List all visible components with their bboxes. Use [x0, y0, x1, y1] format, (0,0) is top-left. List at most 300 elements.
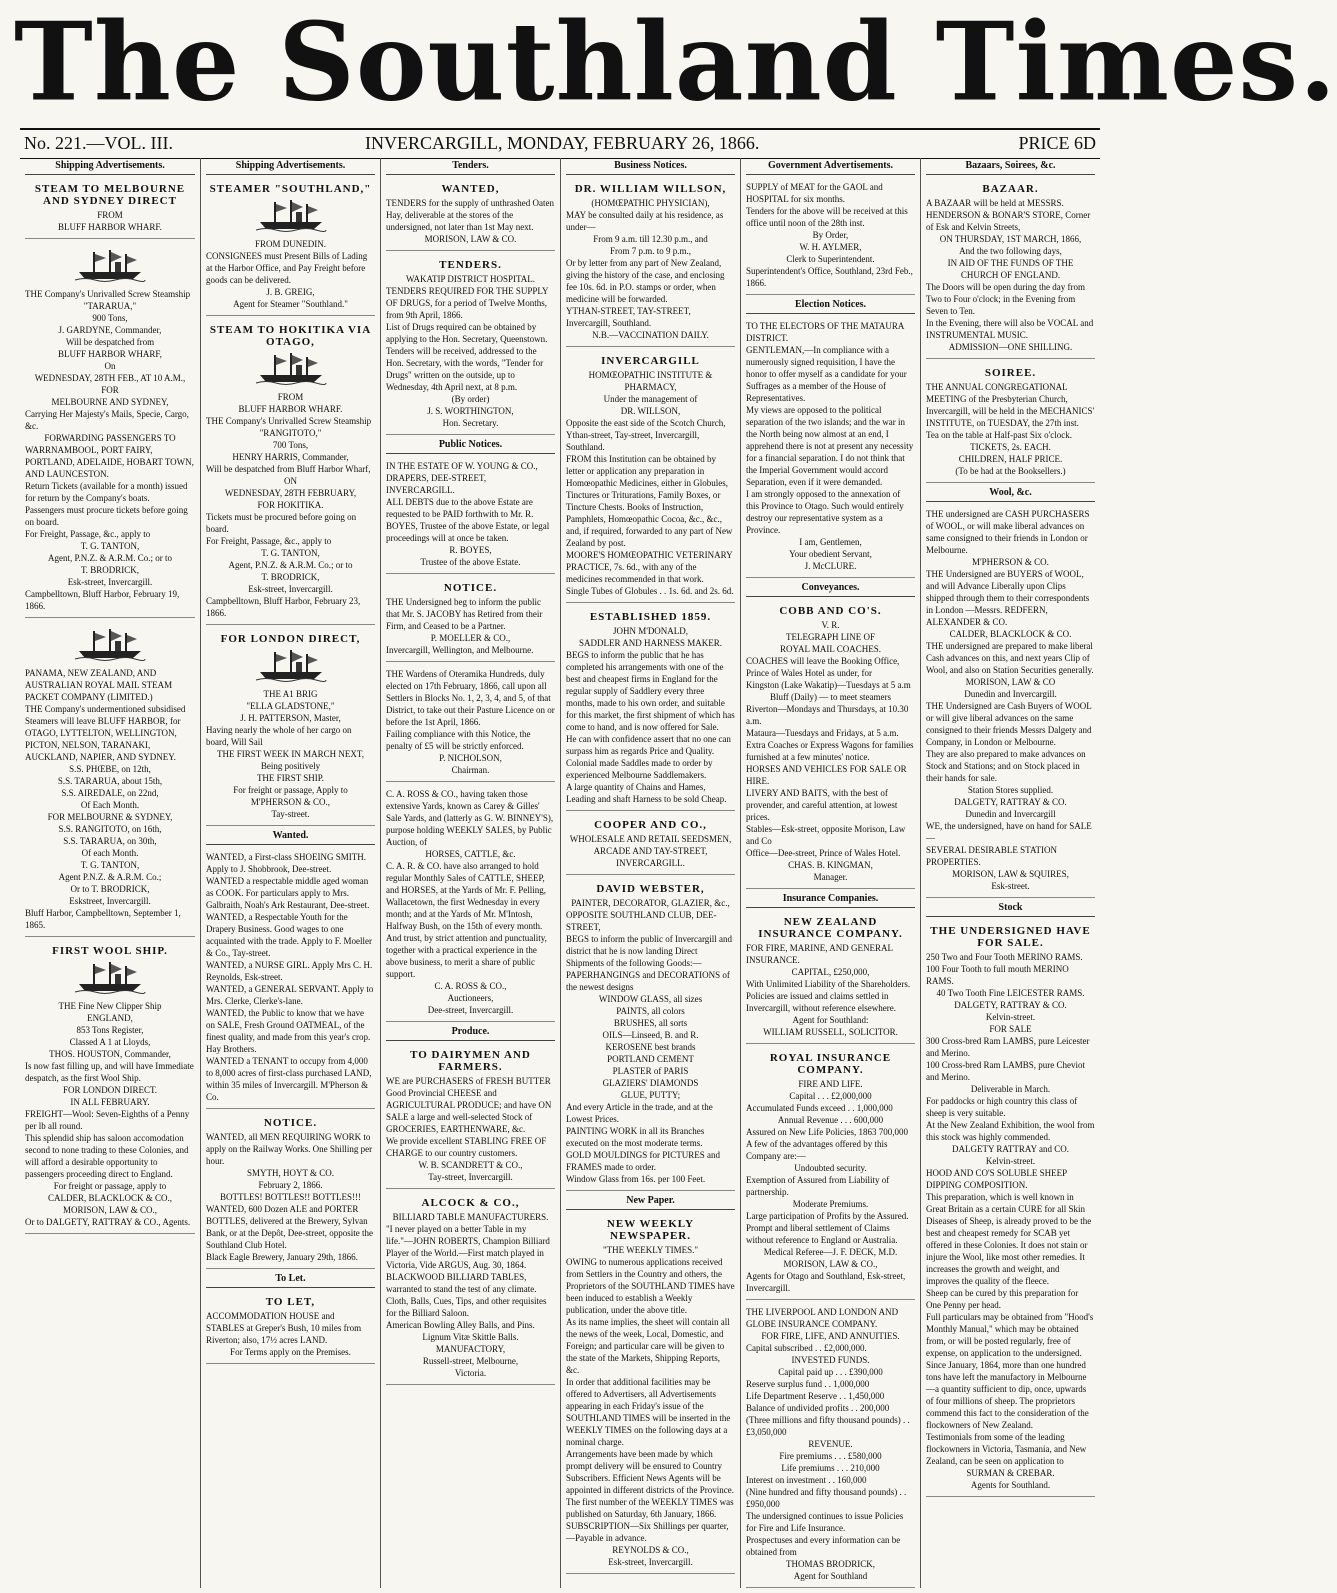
advertisement — [566, 179, 735, 347]
ad-text-line: Accumulated Funds exceed . . 1,000,000 — [746, 1103, 893, 1113]
ad-text-line: 100 Four Tooth to full mouth MERINO RAMS. — [926, 964, 1069, 986]
section-heading: New Paper. — [566, 1195, 735, 1210]
ad-text-line: SADDLER AND HARNESS MAKER. — [578, 638, 722, 648]
advertisement — [386, 458, 555, 574]
ad-text-line: Agents for Otago and Southland, Esk-street, Invercargill. — [746, 1271, 906, 1293]
ad-text-line: ON THURSDAY, 1ST MARCH, 1866, — [939, 234, 1082, 244]
advertisement — [25, 179, 195, 239]
ad-text-line: (HOMŒPATHIC PHYSICIAN), — [591, 198, 710, 208]
ad-text-line: Your obedient Servant, — [789, 549, 872, 559]
section-heading: Shipping Advertisements. — [25, 160, 195, 175]
ad-text-line: FROM — [277, 392, 304, 402]
ad-headline: WANTED, — [441, 183, 500, 195]
ad-text-line: (Three millions and fifty thousand pounds) . . £3,050,000 — [746, 1415, 910, 1437]
ad-text-line: BRUSHES, all sorts — [613, 1018, 688, 1028]
ad-text-line: WE, the undersigned, have on hand for SALE— — [926, 821, 1092, 843]
ad-headline: STEAM TO HOKITIKA VIA OTAGO, — [209, 324, 372, 348]
ad-text-line: TICKETS, 2s. EACH. — [970, 442, 1051, 452]
ad-text-line: W. H. AYLMER, — [799, 242, 862, 252]
ad-text-line: Office—Dee-street, Prince of Wales Hotel. — [746, 848, 901, 858]
ad-text-line: OWING to numerous applications received from Settlers in the Country and others, the Proprietors of the SOUTHLAND TIMES have been induced to establish a Weekly publication, under the above title. — [566, 1257, 735, 1315]
ad-text-line: Prospectuses and every information can be obtained from — [746, 1535, 901, 1557]
ad-text-line: Campbelltown, Bluff Harbor, February 23, 1866. — [206, 596, 361, 618]
ad-text-line: CHAS. B. KINGMAN, — [788, 860, 873, 870]
ad-text-line: Will be despatched from Bluff Harbor Wharf, — [206, 464, 371, 474]
ad-text-line: Manager. — [813, 872, 848, 882]
ad-text-line: Esk-street, Invercargill. — [67, 577, 153, 587]
ship-illustration-icon — [25, 960, 195, 997]
ad-text-line: THE undersigned are CASH PURCHASERS of WOOL, or will make liberal advances on same consigned to their friends in London or Melbourne. — [926, 509, 1090, 555]
ad-text-line: WAKATIP DISTRICT HOSPITAL. — [405, 274, 536, 284]
ad-text-line: THE Undersigned are BUYERS of WOOL, and will Advance Liberally upon Clips shipped through them to their correspondents in London —Messrs. REDFERN, ALEXANDER & CO. — [926, 569, 1090, 627]
ad-text-line: Fire premiums . . . £580,000 — [779, 1451, 882, 1461]
ad-text-line: WANTED, a First-class SHOEING SMITH. Apply to J. Shobbrook, Dee-street. — [206, 852, 366, 874]
ad-text-line: Capital subscribed . . £2,000,000. — [746, 1343, 867, 1353]
ad-text-line: HENRY HARRIS, Commander, — [232, 452, 349, 462]
ad-text-line: FROM DUNEDIN. — [254, 239, 326, 249]
ad-text-line: Reserve surplus fund . . 1,000,000 — [746, 1379, 870, 1389]
ad-text-line: Is now fast filling up, and will have Immediate despatch, as the first Wool Ship. — [25, 1061, 194, 1083]
ad-text-line: Tickets must be procured before going on board. — [206, 512, 357, 534]
ad-text-line: Tay-street, Invercargill. — [428, 1172, 513, 1182]
ad-text-line: He can with confidence assert that no one can surpass him as regards Price and Quality. — [566, 734, 731, 756]
ad-text-line: (Nine hundred and fifty thousand pounds) . . £950,000 — [746, 1487, 907, 1509]
ad-text-line: 853 Tons Register, — [76, 1025, 144, 1035]
ad-text-line: FOR SALE — [989, 1024, 1032, 1034]
ad-text-line: I am strongly opposed to the annexation of this Province to Otago. Such would entirely destroy our representative system as a Province. — [746, 489, 904, 535]
advertisement — [206, 320, 375, 625]
ad-text-line: Of Each Month. — [80, 800, 140, 810]
advertisement — [926, 179, 1095, 359]
ad-text-line: Tea on the table at Half-past Six o'clock. — [926, 430, 1072, 440]
ad-text-line: WILLIAM RUSSELL, SOLICITOR. — [763, 1027, 898, 1037]
advertisement — [746, 1304, 915, 1588]
ad-text-line: THE undersigned are prepared to make liberal Cash advances on this, and next years Clip of Wool, and also on Station Securities generally. — [926, 641, 1094, 675]
ad-text-line: Black Eagle Brewery, January 29th, 1866. — [206, 1252, 358, 1262]
ad-text-line: MOORE'S HOMŒOPATHIC VETERINARY PRACTICE, 7s. 6d., with any of the medicines recommended in that work. — [566, 550, 733, 584]
ad-text-line: V. R. — [821, 620, 840, 630]
ad-text-line: 100 Cross-bred Ram LAMBS, pure Cheviot and Merino. — [926, 1060, 1085, 1082]
column-4 — [560, 158, 740, 1588]
section-heading: Business Notices. — [566, 160, 735, 175]
ad-text-line: Will be despatched from — [65, 337, 155, 347]
ad-headline: BAZAAR. — [982, 183, 1039, 195]
ad-text-line: MORISON, LAW & CO. — [424, 234, 517, 244]
advertisement — [746, 601, 915, 889]
ad-text-line: FROM — [97, 210, 123, 220]
ad-text-line: Station Stores supplied. — [967, 785, 1054, 795]
column-3 — [380, 158, 560, 1588]
ad-text-line: GENTLEMAN,—In compliance with a numerously signed requisition, I have the honor to offer myself as a candidate for your Suffrages as a member of the House of Representatives. — [746, 345, 907, 403]
section-heading: Tenders. — [386, 160, 555, 175]
ad-text-line: THE Fine New Clipper Ship — [58, 1001, 162, 1011]
ad-text-line: FOR MELBOURNE & SYDNEY, — [47, 812, 173, 822]
ad-text-line: J. H. PATTERSON, Master, — [240, 713, 341, 723]
ad-text-line: Single Tubes of Globules . . 1s. 6d. and 2s. 6d. — [566, 586, 734, 596]
ad-text-line: Exemption of Assured from Liability of partnership. — [746, 1175, 890, 1197]
section-heading: Wool, &c. — [926, 487, 1095, 502]
ad-text-line: Return Tickets (available for a month) issued for return by the Company's boats. — [25, 481, 188, 503]
advertisement — [386, 1045, 555, 1189]
ad-text-line: Classed A 1 at Lloyds, — [69, 1037, 151, 1047]
ad-headline: DAVID WEBSTER, — [596, 883, 705, 895]
ad-text-line: J. B. GREIG, — [266, 287, 315, 297]
ad-text-line: Sheep can be cured by this preparation for One Penny per head. — [926, 1288, 1079, 1310]
ad-text-line: WANTED a respectable middle aged woman as COOK. For particulars apply to Mrs. Galbraith, Noah's Ark Restaurant, Dee-street. — [206, 876, 370, 910]
ad-text-line: INVESTED FUNDS. — [791, 1355, 870, 1365]
ad-text-line: And trust, by strict attention and punctuality, together with a practical experience in the above business, to merit a share of public support. — [386, 933, 547, 979]
ad-text-line: Since January, 1864, more than one hundred tons have left the manufactory in Melbourne—a quantity sufficient to dip, once, upwards of four millions of sheep. The proprietors commend this fact to the consideration of the flockowners of New Zealand. — [926, 1360, 1089, 1430]
ad-headline: ALCOCK & CO., — [421, 1197, 520, 1209]
ad-text-line: BOTTLES! BOTTLES!! BOTTLES!!! — [220, 1192, 361, 1202]
ad-text-line: In the Evening, there will also be VOCAL and INSTRUMENTAL MUSIC. — [926, 318, 1094, 340]
ad-text-line: A few of the advantages offered by this Company are:— — [746, 1139, 888, 1161]
ad-text-line: Moderate Premiums. — [792, 1199, 869, 1209]
ad-text-line: DALGETY, RATTRAY & CO. — [954, 797, 1067, 807]
ad-text-line: Failing compliance with this Notice, the penalty of £5 will be strictly enforced. — [386, 729, 531, 751]
ad-text-line: Bluff Harbor, Campbelltown, September 1, 1865. — [25, 908, 181, 930]
ad-text-line: THE Wardens of Oteramika Hundreds, duly elected on 17th February, 1866, call upon all Settlers in Blocks No. 1, 2, 3, 4, and 5, of that District, to take out their Pasture Licence on or before the 1st April, 1866. — [386, 669, 555, 727]
ad-text-line: R. BOYES, — [449, 545, 492, 555]
ad-text-line: Full particulars may be obtained from "Hood's Monthly Manual," which may be obtained from, or will be posted regularly, free of expense, on application to the undersigned. — [926, 1312, 1094, 1358]
ad-text-line: Esk-street, Invercargill. — [248, 584, 333, 594]
ad-text-line: M'PHERSON & CO., — [250, 797, 331, 807]
ad-text-line: (To be had at the Booksellers.) — [955, 466, 1066, 476]
section-heading: To Let. — [206, 1273, 375, 1288]
ad-text-line: The first number of the WEEKLY TIMES was published on Saturday, 6th January, 1866. — [566, 1497, 734, 1519]
ad-text-line: For Terms apply on the Premises. — [230, 1347, 351, 1357]
advertisement — [746, 1048, 915, 1300]
ad-text-line: PLASTER of PARIS — [612, 1066, 689, 1076]
ad-text-line: WANTED, a NURSE GIRL. Apply Mrs C. H. Reynolds, Esk-street. — [206, 960, 373, 982]
ad-text-line: J. S. WORTHINGTON, — [427, 406, 514, 416]
ad-text-line: With Unlimited Liability of the Shareholders. — [746, 979, 911, 989]
ad-text-line: S.S. AIREDALE, on 22nd, — [61, 788, 159, 798]
ad-text-line: FROM this Institution can be obtained by letter or application any preparation in Homœopathic Medicines, either in Globules, Tinctures or Triturations, Family Boxes, or Tincture Chests. Books of Instruction, Pamphlets, Homœopathic Cocoa, &c., &c., and, if required, forwarded to any part of New Zealand by post. — [566, 454, 733, 548]
advertisement — [566, 815, 735, 875]
ad-text-line: T. G. TANTON, — [80, 541, 140, 551]
advertisement — [386, 666, 555, 782]
ad-text-line: ADMISSION—ONE SHILLING. — [948, 342, 1073, 352]
advertisement — [566, 607, 735, 811]
ad-text-line: I am, Gentlemen, — [799, 537, 862, 547]
ad-text-line: Prompt and liberal settlement of Claims without reference to England or Australia. — [746, 1223, 898, 1245]
ad-text-line: 300 Cross-bred Ram LAMBS, pure Leicester and Merino. — [926, 1036, 1090, 1058]
ad-text-line: "RANGITOTO," — [259, 428, 322, 438]
ad-text-line: "THE WEEKLY TIMES." — [602, 1245, 699, 1255]
ship-illustration-icon — [206, 351, 375, 388]
section-heading: Conveyances. — [746, 582, 915, 597]
ad-text-line: The undersigned continues to issue Policies for Fire and Life Insurance. — [746, 1511, 904, 1533]
ad-text-line: THOS. HOUSTON, Commander, — [49, 1049, 171, 1059]
ad-text-line: S.S. TARARUA, on 30th, — [63, 836, 157, 846]
ad-text-line: Dunedin and Invercargill — [965, 809, 1056, 819]
advertisement — [566, 1214, 735, 1574]
ad-text-line: THE Undersigned are Cash Buyers of WOOL or will give liberal advances on the same consigned to their friends Messrs Dalgety and Company, in London or Melbourne. — [926, 701, 1092, 747]
ad-text-line: OILS—Linseed, B. and R. — [602, 1030, 699, 1040]
ad-text-line: P. MOELLER & CO., — [430, 633, 511, 643]
ad-text-line: 250 Two and Four Tooth MERINO RAMS. — [926, 952, 1083, 962]
ad-text-line: GLAZIERS' DIAMONDS — [602, 1078, 699, 1088]
ad-text-line: HOOD AND CO'S SOLUBLE SHEEP DIPPING COMPOSITION. — [926, 1168, 1067, 1190]
ad-text-line: And the two following days, — [959, 246, 1062, 256]
ad-text-line: Or to T. BRODRICK, — [70, 884, 150, 894]
ad-text-line: COACHES will leave the Booking Office, Prince of Wales Hotel as under, for — [746, 656, 900, 678]
ad-text-line: IN THE ESTATE OF W. YOUNG & CO., DRAPERS, DEE-STREET, INVERCARGILL. — [386, 461, 538, 495]
ad-text-line: Victoria. — [454, 1368, 487, 1378]
ad-text-line: WANTED, the Public to know that we have on SALE, Fresh Ground OATMEAL, of the finest quality, and made from this year's crop. Hay Brothers. — [206, 1008, 371, 1054]
ad-text-line: For Freight, Passage, &c., apply to — [206, 536, 332, 546]
column-2 — [200, 158, 380, 1588]
ad-text-line: In order that additional facilities may be offered to Advertisers, all Advertisements appearing in each Friday's issue of the SOUTHLAND TIMES will be inserted in the WEEKLY TIMES on the following days at a nominal charge. — [566, 1377, 731, 1447]
ship-illustration-icon — [206, 198, 375, 235]
ad-text-line: Arrangements have been made by which prompt delivery will be ensured to Country Subscribers. Efficient News Agents will be appointed in different districts of the Province. — [566, 1449, 735, 1495]
ad-text-line: S.S. PHŒBE, on 12th, — [69, 764, 151, 774]
ad-text-line: HORSES AND VEHICLES FOR SALE OR HIRE. — [746, 764, 907, 786]
ad-text-line: DALGETY RATTRAY and CO. — [952, 1144, 1069, 1154]
ad-text-line: W. B. SCANDRETT & CO., — [418, 1160, 523, 1170]
ad-text-line: CHURCH OF ENGLAND. — [960, 270, 1061, 280]
ad-text-line: Or to DALGETY, RATTRAY & CO., Agents. — [25, 1217, 191, 1227]
ad-text-line: The Doors will be open during the day from Two to Four o'clock; in the Evening from Seven to Ten. — [926, 282, 1085, 316]
ad-text-line: Agent for Southland — [793, 1571, 868, 1581]
ad-text-line: Agent for Steamer "Southland." — [233, 299, 348, 309]
ad-text-line: MORISON, LAW & CO., — [62, 1205, 158, 1215]
ad-text-line: GLUE, PUTTY; — [620, 1090, 681, 1100]
column-1 — [20, 158, 200, 1588]
ad-headline: THE UNDERSIGNED HAVE FOR SALE. — [930, 925, 1091, 949]
ad-text-line: At the New Zealand Exhibition, the wool from this stock was highly commended. — [926, 1120, 1095, 1142]
ad-text-line: TENDERS for the supply of unthrashed Oaten Hay, deliverable at the stores of the undersigned, not later than 1st May next. — [386, 198, 554, 232]
ad-text-line: T. G. TANTON, — [261, 548, 320, 558]
ad-text-line: WANTED, 600 Dozen ALE and PORTER BOTTLES, delivered at the Brewery, Sylvan Bank, or at the Depôt, Dee-street, opposite the Southland Club Hotel. — [206, 1204, 373, 1250]
ad-text-line: This splendid ship has saloon accomodation second to none trading to these Colonies, and will afford a desirable opportunity to passengers proceeding direct to England. — [25, 1133, 189, 1179]
ad-text-line: Campbelltown, Bluff Harbor, February 19, 1866. — [25, 589, 180, 611]
ad-text-line: HORSES, CATTLE, &c. — [425, 849, 516, 859]
ad-text-line: FORWARDING PASSENGERS TO — [44, 433, 176, 443]
advertisement — [386, 179, 555, 251]
issue-number: No. 221.—VOL. III. — [24, 133, 173, 153]
ad-text-line: J. McCLURE. — [804, 561, 857, 571]
ad-text-line: P. NICHOLSON, — [439, 753, 502, 763]
ad-text-line: REYNOLDS & CO., — [612, 1545, 689, 1555]
ad-text-line: WANTED, all MEN REQUIRING WORK to apply on the Railway Works. One Shilling per hour. — [206, 1132, 373, 1166]
ad-text-line: WE are PURCHASERS of FRESH BUTTER Good Provincial CHEESE and AGRICULTURAL PRODUCE; and have ON SALE a large and well-selected Stock of GROCERIES, EARTHENWARE, &c. — [386, 1076, 552, 1134]
ad-text-line: From 9 a.m. till 12.30 p.m., and — [593, 234, 708, 244]
ad-text-line: February 2, 1866. — [258, 1180, 323, 1190]
ad-text-line: Of each Month. — [81, 848, 139, 858]
ad-text-line: "I never played on a better Table in my life."—JOHN ROBERTS, Champion Billiard Player of the World.—First match played in Victoria, Vide ARGUS, Aug. 30, 1864. — [386, 1224, 550, 1270]
ad-text-line: OPPOSITE SOUTHLAND CLUB, DEE-STREET, — [566, 910, 717, 932]
ad-text-line: Tenders will be received, addressed to the Hon. Secretary, with the words, "Tender for Drugs" written on the outside, up to Wednesday, 4th April next, at 8 p.m. — [386, 346, 544, 392]
ad-text-line: My views are opposed to the political separation of the two islands; and the war in the North being now almost at an end, I apprehend there is not at present any necessity for a financial separation. I do not think that the Imperial Government would accord Separation, even if it were demanded. — [746, 405, 914, 487]
ad-text-line: SUBSCRIPTION—Six Shillings per quarter,—Payable in advance. — [566, 1521, 729, 1543]
advertisement — [206, 179, 375, 316]
advertisement — [206, 849, 375, 1109]
ad-text-line: YTHAN-STREET, TAY-STREET, Invercargill, Southland. — [566, 306, 691, 328]
ad-text-line: Deliverable in March. — [970, 1084, 1051, 1094]
ad-text-line: Kelvin-street. — [985, 1156, 1036, 1166]
ad-text-line: WEDNESDAY, 28TH FEB., AT 10 A.M., — [34, 373, 186, 383]
ad-text-line: TENDERS REQUIRED FOR THE SUPPLY OF DRUGS, for a period of Twelve Months, from 9th April, 1866. — [386, 286, 549, 320]
ad-text-line: Interest on investment . . 160,000 — [746, 1475, 867, 1485]
ad-text-line: BLUFF HARBOR WHARF. — [238, 404, 343, 414]
ad-headline: DR. WILLIAM WILLSON, — [574, 183, 727, 195]
advertisement — [25, 941, 195, 1234]
ad-text-line: This preparation, which is well known in Great Britain as a certain CURE for all Skin Diseases of Sheep, is already proved to be the best and cheapest remedy for SCAB yet offered in these Colonies. It does not stain or injure the Wool, like most other remedies. It increases the growth and weight, and improves the quality of the fleece. — [926, 1192, 1092, 1286]
ad-text-line: PORTLAND CEMENT — [607, 1054, 694, 1064]
advertisement — [386, 578, 555, 662]
ad-text-line: PAPERHANGINGS and DECORATIONS of the newest designs — [566, 970, 730, 992]
ad-text-line: GOLD MOULDINGS for PICTURES and FRAMES made to order. — [566, 1150, 720, 1172]
ad-text-line: FOR HOKITIKA. — [257, 500, 324, 510]
section-heading: Public Notices. — [386, 439, 555, 454]
ad-text-line: Cloth, Balls, Cues, Tips, and other requisites for the Billiard Saloon. — [386, 1296, 547, 1318]
section-heading: Stock — [926, 902, 1095, 917]
ad-text-line: Agent, P.N.Z. & A.R.M. Co.; or to — [47, 553, 172, 563]
ad-text-line: Eskstreet, Invercargill. — [69, 896, 151, 906]
ad-headline: COOPER AND CO., — [594, 819, 707, 831]
ad-text-line: Kingston (Lake Wakatip)—Tuesdays at 5 a.m — [746, 680, 911, 690]
ad-text-line: Being positively — [260, 761, 321, 771]
ad-text-line: Undoubted security. — [794, 1163, 867, 1173]
ad-text-line: SUPPLY of MEAT for the GAOL and HOSPITAL for six months. — [746, 182, 883, 204]
ad-text-line: THE Undersigned beg to inform the public that Mr. S. JACOBY has Retired from their Firm, and Ceased to be a Partner. — [386, 597, 543, 631]
ad-text-line: Capital . . . £2,000,000 — [789, 1091, 872, 1101]
ad-text-line: Testimonials from some of the leading flockowners in Victoria, Tasmania, and New Zealand, can be seen on application to — [926, 1432, 1087, 1466]
ad-text-line: Esk-street. — [991, 881, 1030, 891]
ad-headline: SOIREE. — [984, 367, 1037, 379]
ad-text-line: Large participation of Profits by the Assured. — [746, 1211, 909, 1221]
ad-text-line: Tenders for the above will be received at this office until noon of the 28th inst. — [746, 206, 908, 228]
ad-text-line: "ELLA GLADSTONE," — [246, 701, 335, 711]
ad-text-line: Invercargill, Wellington, and Melbourne. — [386, 645, 534, 655]
place-date: INVERCARGILL, MONDAY, FEBRUARY 26, 1866. — [365, 133, 760, 153]
ad-text-line: ON — [284, 476, 297, 486]
ad-text-line: BLUFF HARBOR WHARF, — [58, 349, 162, 359]
ad-text-line: FOR — [101, 385, 119, 395]
ad-text-line: HOMŒOPATHIC INSTITUTE & PHARMACY, — [588, 370, 713, 392]
ad-headline: INVERCARGILL — [601, 355, 700, 367]
ad-text-line: A BAZAAR will be held at MESSRS. HENDERSON & BONAR'S STORE, Corner of Esk and Kelvin Streets, — [926, 198, 1091, 232]
advertisement — [386, 786, 555, 1022]
ad-text-line: ACCOMMODATION HOUSE and STABLES at Greper's Bush, 10 miles from Riverton; also, 17½ acres LAND. — [206, 1311, 362, 1345]
ad-text-line: THE Company's Unrivalled Screw Steamship — [25, 289, 191, 299]
advertisement — [386, 1193, 555, 1385]
ad-text-line: Kelvin-street. — [985, 1012, 1036, 1022]
ad-headline: NEW WEEKLY NEWSPAPER. — [606, 1218, 695, 1242]
ad-text-line: ALL DEBTS due to the above Estate are requested to be PAID forthwith to Mr. R. BOYES, Trustee of the above Estate, or legal proceedings will at once be taken. — [386, 497, 550, 543]
ad-text-line: Annual Revenue . . . 600,000 — [777, 1115, 884, 1125]
ad-headline: NOTICE. — [263, 1117, 318, 1129]
ad-text-line: FOR LONDON DIRECT. — [62, 1085, 158, 1095]
ad-text-line: WINDOW GLASS, all sizes — [598, 994, 703, 1004]
ad-text-line: WANTED, a Respectable Youth for the Drapery Business. Good wages to one acquainted with the trade. Apply to F. Moeller & Co., Tay-street. — [206, 912, 372, 958]
ad-text-line: DALGETY, RATTRAY & CO. — [954, 1000, 1067, 1010]
ad-text-line: LIVERY AND BAITS, with the best of provender, and careful attention, at lowest prices. — [746, 788, 898, 822]
ad-text-line: On — [104, 361, 116, 371]
ad-text-line: T. BRODRICK, — [80, 565, 140, 575]
ad-text-line: Tay-street. — [271, 809, 310, 819]
ad-text-line: Colonial made Saddles made to order by experienced Melbourne Saddlemakers. — [566, 758, 713, 780]
ad-text-line: WEDNESDAY, 28TH FEBRUARY, — [224, 488, 357, 498]
ad-text-line: FIRE AND LIFE. — [798, 1079, 863, 1089]
ad-text-line: CALDER, BLACKLOCK & CO., — [47, 1193, 172, 1203]
advertisement — [25, 243, 195, 618]
ad-text-line: CONSIGNEES must Present Bills of Lading at the Harbor Office, and Pay Freight before goods can be delivered. — [206, 251, 368, 285]
ad-text-line: Under the management of — [603, 394, 698, 404]
ad-text-line: Assured on New Life Policies, 1863 700,000 — [746, 1127, 908, 1137]
ad-text-line: Clerk to Superintendent. — [786, 254, 875, 264]
ad-text-line: For freight or passage, apply to — [53, 1181, 167, 1191]
ad-text-line: CALDER, BLACKLOCK & CO. — [949, 629, 1072, 639]
section-heading: Insurance Companies. — [746, 893, 915, 908]
ad-text-line: ROYAL MAIL COACHES. — [779, 644, 882, 654]
ad-headline: TO DAIRYMEN AND FARMERS. — [410, 1049, 531, 1073]
ad-text-line: REVENUE. — [808, 1439, 853, 1449]
ad-text-line: Chairman. — [451, 765, 490, 775]
section-heading: Produce. — [386, 1026, 555, 1041]
section-heading: Wanted. — [206, 830, 375, 845]
ad-text-line: Medical Referee—J. F. DECK, M.D. — [763, 1247, 898, 1257]
ad-text-line: Agent for Southland: — [792, 1015, 869, 1025]
ad-text-line: Lignum Vitæ Skittle Balls. — [422, 1332, 519, 1342]
ad-text-line: 700 Tons, — [272, 440, 309, 450]
ad-headline: COBB AND CO'S. — [779, 605, 882, 617]
ad-text-line: Window Glass from 16s. per 100 Feet. — [566, 1174, 706, 1184]
advertisement — [926, 921, 1095, 1497]
ad-text-line: For freight or passage, Apply to — [233, 785, 348, 795]
ad-text-line: WANTED, a GENERAL SERVANT. Apply to Mrs. Clerke, Clerke's-lane. — [206, 984, 374, 1006]
ad-text-line: THE ANNUAL CONGREGATIONAL MEETING of the Presbyterian Church, Invercargill, will be held in the MECHANICS' INSTITUTE, on TUESDAY, the 27th inst. — [926, 382, 1095, 428]
ad-text-line: MORISON, LAW & CO., — [783, 1259, 878, 1269]
ad-text-line: BLUFF HARBOR WHARF. — [58, 222, 162, 232]
column-6 — [920, 158, 1100, 1588]
ad-text-line: Opposite the east side of the Scotch Church, Ythan-street, Tay-street, Invercargill, Southland. — [566, 418, 726, 452]
ad-text-line: WANTED a TENANT to occupy from 4,000 to 8,000 acres of first-class purchased LAND, within 35 miles of Invercargill. M'Pherson & Co. — [206, 1056, 372, 1102]
ad-text-line: Having nearly the whole of her cargo on board, Will Sail — [206, 725, 352, 747]
ad-text-line: C. A. ROSS & CO., having taken those extensive Yards, known as Carey & Gilles' Sale Yards, and (latterly as G. W. BINNEY'S), purpose holding WEEKLY SALES, by Public Auction, of — [386, 789, 554, 847]
ad-headline: TENDERS. — [439, 259, 502, 271]
ad-text-line: PAINTER, DECORATOR, GLAZIER, &c., — [571, 898, 730, 908]
ad-text-line: Extra Coaches or Express Wagons for families furnished at a few minutes' notice. — [746, 740, 914, 762]
ad-text-line: FOR FIRE, LIFE, AND ANNUITIES. — [761, 1331, 900, 1341]
section-heading: Government Advertisements. — [746, 160, 915, 175]
newspaper-title: The Southland Times. — [14, 0, 1337, 126]
ad-text-line: WHOLESALE AND RETAIL SEEDSMEN, — [569, 834, 732, 844]
ad-headline: ROYAL INSURANCE COMPANY. — [769, 1052, 892, 1076]
ad-text-line: KEROSENE best brands — [605, 1042, 696, 1052]
ad-text-line: Passengers must procure tickets before going on board. — [25, 505, 188, 527]
ad-text-line: Life Department Reserve . . 1,450,000 — [746, 1391, 885, 1401]
ad-headline: STEAMER "SOUTHLAND," — [209, 183, 372, 195]
ad-text-line: Agents for Southland. — [970, 1480, 1051, 1490]
columns — [20, 158, 1100, 1588]
advertisement — [25, 622, 195, 937]
ad-text-line: Russell-street, Melbourne, — [422, 1356, 519, 1366]
ad-text-line: DR. WILLSON, — [620, 406, 681, 416]
ad-text-line: By Order, — [812, 230, 849, 240]
ad-headline: FIRST WOOL SHIP. — [52, 945, 168, 957]
ad-text-line: THE Company's Unrivalled Screw Steamship — [206, 416, 372, 426]
ad-text-line: MORISON, LAW & CO — [965, 677, 1056, 687]
section-heading: Shipping Advertisements. — [206, 160, 375, 175]
ad-text-line: TO THE ELECTORS OF THE MATAURA DISTRICT. — [746, 321, 904, 343]
dateline — [20, 128, 1100, 159]
ad-text-line: MORISON, LAW & SQUIRES, — [952, 869, 1069, 879]
ad-text-line: They are also prepared to make advances on Stock and Stations; and on Stock placed in their hands for sale. — [926, 749, 1086, 783]
price: PRICE 6D — [1018, 133, 1096, 153]
